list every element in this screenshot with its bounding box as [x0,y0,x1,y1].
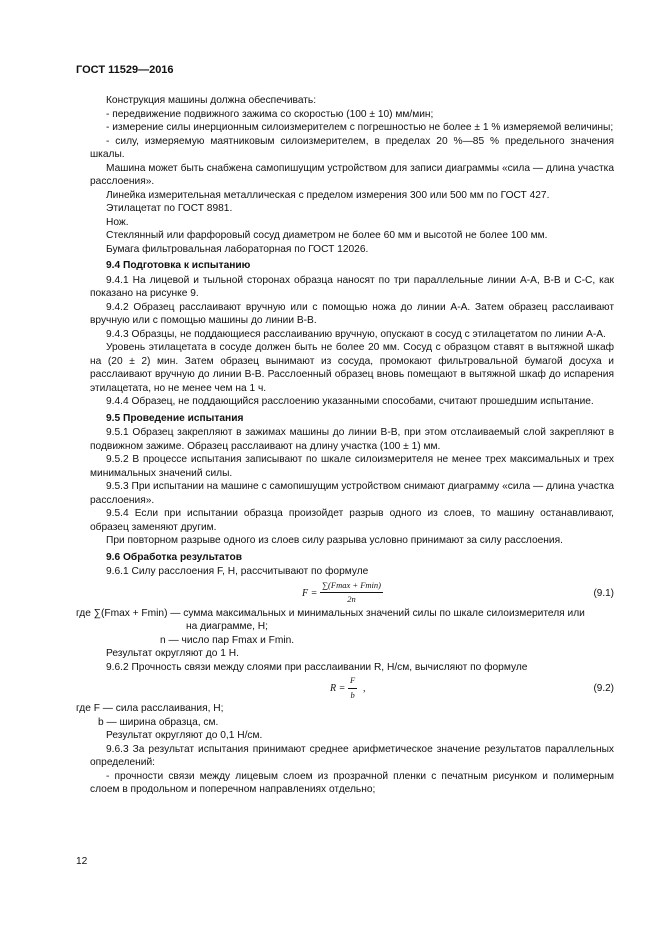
where-clause: где F — сила расслаивания, Н; [76,703,224,714]
paragraph: Нож. [106,216,129,228]
section-9-4-body [90,274,614,409]
formula-comma: , [363,683,366,694]
formula-denominator: 2n [347,594,356,604]
section-9-4-title: 9.4 Подготовка к испытанию [106,260,251,271]
page-number: 12 [76,856,88,867]
paragraph: Конструкция машины должна обеспечивать: [106,95,317,106]
paragraph: - измерение силы инерционным силоизмерителем с погрешностью не более ± 1 % измеряемой величины; [106,122,614,133]
formula-fraction [320,579,383,607]
section-9-6-3-body [90,743,614,797]
paragraph: Уровень этилацетата в сосуде должен быть не более 20 мм. Сосуд с образцом ставят в вытяжной шкаф на (20 ± 2) мин. Затем образец вынимают из сосуда, промокают фильтровальной бумагой досуха и расслаивают вручную до линии В-В. Расслоенный образец вновь помещают в вытяжной шкаф до испарения этилацетата, но не менее чем на 1 ч. [90,342,614,394]
rounding-note: Результат округляют до 0,1 Н/см. [106,730,263,741]
standard-header: ГОСТ 11529—2016 [76,64,174,76]
formula-denominator: b [350,689,355,700]
paragraph: - передвижение подвижного зажима со скоростью (100 ± 10) мм/мин; [106,108,434,120]
text-column [76,94,614,797]
formula-lhs: F = [302,587,318,599]
paragraph: - прочности связи между лицевым слоем из прозрачной пленки с печатным рисунком и полимерным слоем в продольном и поперечном направлениях отдельно; [90,770,614,795]
paragraph: 9.4.1 На лицевой и тыльной сторонах образца наносят по три параллельные линии А-А, В-В и С-С, как показано на рисунке 9. [90,274,614,299]
paragraph: 9.4.4 Образец, не поддающийся расслоению указанными способами, считают прошедшим испытание. [106,396,594,407]
equation-number: (9.2) [593,683,614,694]
where-clause-cont: на диаграмме, Н; [186,621,268,632]
formula-9-2 [90,674,614,702]
paragraph: 9.5.1 Образец закрепляют в зажимах машины до линии В-В, при этом отслаиваемый слой закрепляют в подвижном зажиме. Образец расслаивают на длину участка (100 ± 1) мм. [90,427,614,452]
where-clause-n: n — число пар Fmax и Fmin. [160,634,295,646]
paragraph-9-6-2: 9.6.2 Прочность связи между слоями при расслаивании R, Н/см, вычисляют по формуле [106,661,528,673]
paragraph-9-6-1: 9.6.1 Силу расслоения F, Н, рассчитывают по формуле [106,566,369,577]
formula-9-1 [90,579,614,607]
formula-numerator: ∑(Fmax + Fmin) [320,579,383,594]
paragraph: 9.4.2 Образец расслаивают вручную или с помощью ножа до линии А-А. Затем образец расслаивают вручную или с помощью машины до линии В-В. [90,301,614,326]
formula-fraction [348,674,357,702]
paragraph: 9.4.3 Образцы, не поддающиеся расслаиванию вручную, опускают в сосуд с этилацетатом по линии А-А. [106,328,606,340]
paragraph: При повторном разрыве одного из слоев силу разрыва условно принимают за силу расслоения. [106,535,563,546]
paragraph: - силу, измеряемую маятниковым силоизмерителем, в пределах 20 %—85 % предельного значения шкалы. [90,135,614,160]
paragraph: Машина может быть снабжена самопишущим устройством для записи диаграммы «сила — длина участка расслоения». [90,162,614,187]
paragraph: 9.5.4 Если при испытании образца произойдет разрыв одного из слоев, то машину останавливают, образец заменяют другим. [90,508,614,533]
paragraph: Этилацетат по ГОСТ 8981. [106,203,233,214]
where-clause: где ∑(Fmax + Fmin) — сумма максимальных и минимальных значений силы по шкале силоизмерителя или [76,607,585,619]
formula-lhs: R = [330,683,346,694]
equation-number: (9.1) [593,587,614,599]
formula-numerator: F [348,674,357,689]
paragraph: Стеклянный или фарфоровый сосуд диаметром не более 60 мм и высотой не более 100 мм. [106,230,548,241]
paragraph: 9.6.3 За результат испытания принимают среднее арифметическое значение результатов параллельных определений: [90,743,614,768]
paragraph: 9.5.2 В процессе испытания записывают по шкале силоизмерителя не менее трех максимальных и трех минимальных значений силы. [90,454,614,479]
section-9-5-title: 9.5 Проведение испытания [106,412,244,424]
paragraph: Бумага фильтровальная лабораторная по ГОСТ 12026. [106,243,369,255]
paragraph: 9.5.3 При испытании на машине с самопишущим устройством снимают диаграмму «сила — длина участка расслоения». [90,481,614,506]
rounding-note: Результат округляют до 1 Н. [106,648,239,659]
where-clause-b: b — ширина образца, см. [98,716,219,728]
section-9-5-body [90,426,614,548]
equipment-list [90,94,614,256]
section-9-6-title: 9.6 Обработка результатов [106,551,243,563]
paragraph: Линейка измерительная металлическая с пределом измерения 300 или 500 мм по ГОСТ 427. [106,189,550,201]
